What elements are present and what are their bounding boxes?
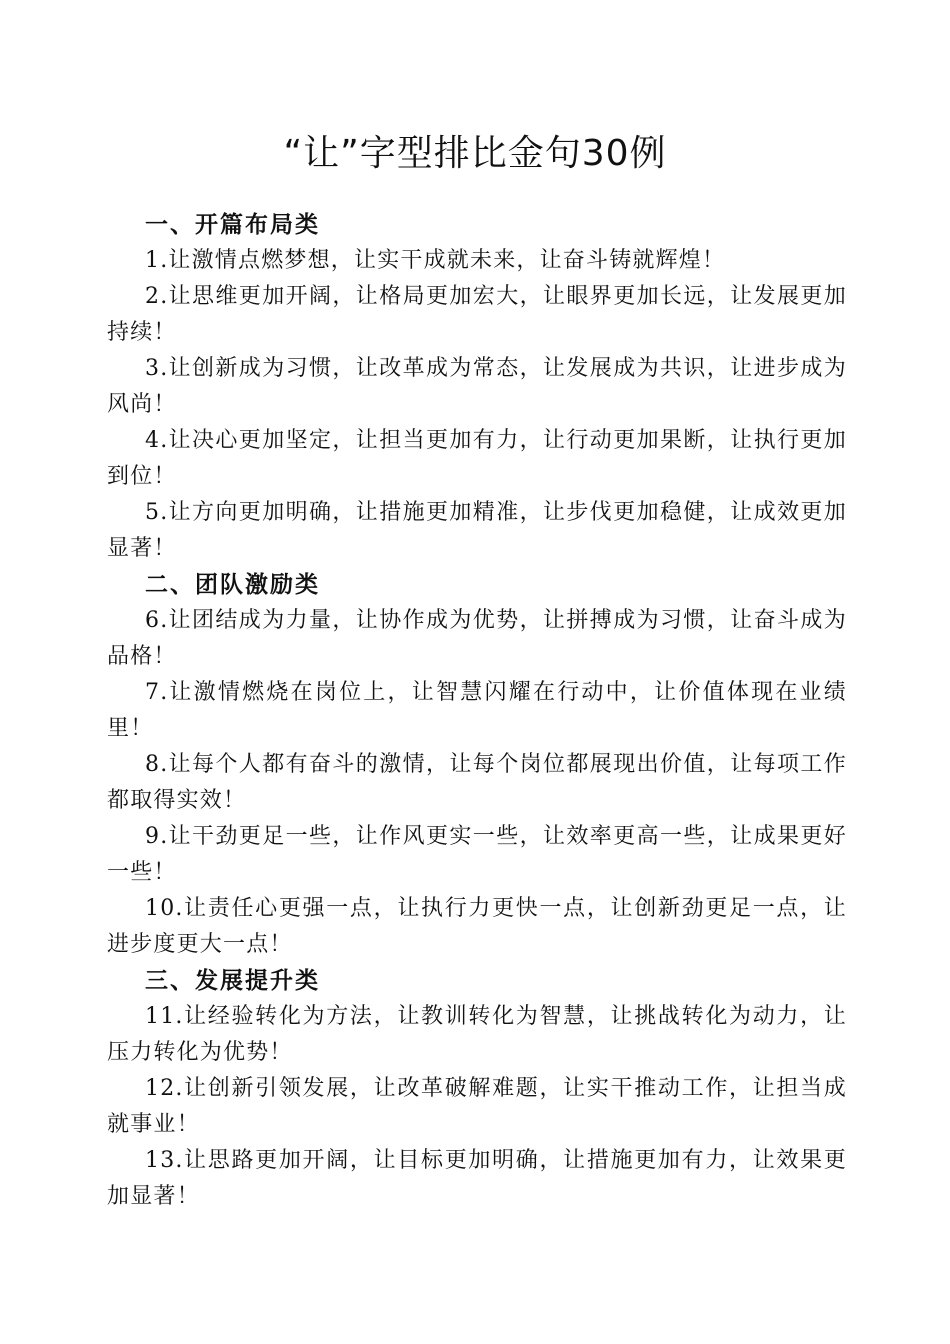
page-title: “让”字型排比金句30例: [283, 133, 667, 174]
list-item: 10.让责任心更强一点，让执行力更快一点，让创新劲更足一点，让进步度更大一点！: [107, 896, 847, 957]
list-item: 13.让思路更加开阔，让目标更加明确，让措施更加有力，让效果更加显著！: [107, 1148, 847, 1209]
list-item: 12.让创新引领发展，让改革破解难题，让实干推动工作，让担当成就事业！: [107, 1076, 847, 1137]
list-item: 7.让激情燃烧在岗位上，让智慧闪耀在行动中，让价值体现在业绩里！: [107, 680, 847, 741]
section-heading-development: 三、发展提升类: [145, 968, 320, 994]
list-item: 8.让每个人都有奋斗的激情，让每个岗位都展现出价值，让每项工作都取得实效！: [107, 752, 847, 813]
section-heading-opening: 一、开篇布局类: [145, 212, 320, 238]
list-item: 9.让干劲更足一些，让作风更实一些，让效率更高一些，让成果更好一些！: [107, 824, 847, 885]
list-item: 2.让思维更加开阔，让格局更加宏大，让眼界更加长远，让发展更加持续！: [107, 284, 847, 345]
document-body: [107, 207, 847, 1215]
list-item: 6.让团结成为力量，让协作成为优势，让拼搏成为习惯，让奋斗成为品格！: [107, 608, 847, 669]
list-item: 5.让方向更加明确，让措施更加精准，让步伐更加稳健，让成效更加显著！: [107, 500, 847, 561]
list-item: 1.让激情点燃梦想，让实干成就未来，让奋斗铸就辉煌！: [145, 248, 726, 273]
list-item: 4.让决心更加坚定，让担当更加有力，让行动更加果断，让执行更加到位！: [107, 428, 847, 489]
list-item: 3.让创新成为习惯，让改革成为常态，让发展成为共识，让进步成为风尚！: [107, 356, 847, 417]
list-item: 11.让经验转化为方法，让教训转化为智慧，让挑战转化为动力，让压力转化为优势！: [107, 1004, 847, 1065]
section-heading-team: 二、团队激励类: [145, 572, 320, 598]
